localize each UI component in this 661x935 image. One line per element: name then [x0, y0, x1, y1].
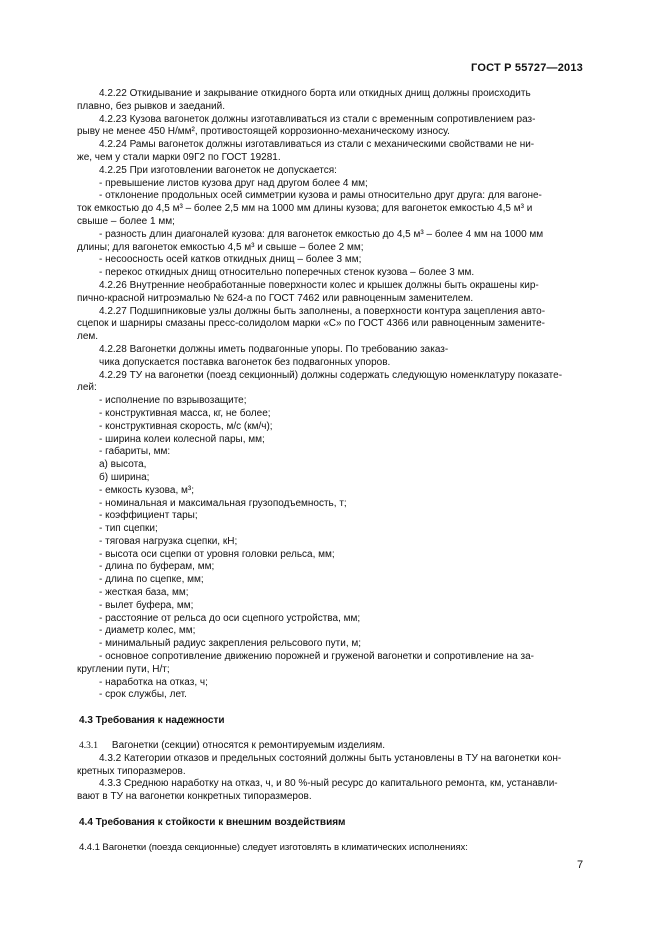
paragraph-4-2-28	[77, 344, 583, 370]
list-item: - коэффициент тары;	[99, 510, 198, 522]
text-line: 4.2.28 Вагонетки должны иметь подвагонные упоры. По требованию заказ-	[99, 343, 449, 355]
section-heading-4-4: 4.4 Требования к стойкости к внешним воздействиям	[79, 817, 346, 829]
list-item: - вылет буфера, мм;	[99, 599, 194, 611]
paragraph-number: 4.3.1	[79, 741, 98, 752]
section-heading-4-3: 4.3 Требования к надежности	[79, 715, 225, 727]
list-item: - конструктивная скорость, м/с (км/ч);	[99, 420, 273, 432]
list-item: - диаметр колес, мм;	[99, 625, 196, 637]
list-item: - несоосность осей катков откидных днищ – более 3 мм;	[99, 254, 362, 266]
text-line: 4.2.24 Рамы вагонеток должны изготавливаться из стали с механическими свойствами не ни-	[99, 139, 535, 151]
page-body	[77, 88, 583, 855]
text-line: плавно, без рывков и заеданий.	[77, 100, 226, 112]
text-line: 4.3.3 Среднюю наработку на отказ, ч, и 80 %-ный ресурс до капитального ремонта, км, устанавли-	[99, 778, 558, 790]
paragraph-4-2-27	[77, 306, 583, 344]
list-item: - емкость кузова, м³;	[99, 484, 194, 496]
text-line: Вагонетки (секции) относятся к ремонтируемым изделиям.	[111, 740, 386, 752]
paragraph-4-2-24	[77, 139, 583, 165]
paragraph-4-2-22	[77, 88, 583, 114]
text-line: 4.2.22 Откидывание и закрывание откидного борта или откидных днищ должны происходить	[99, 88, 531, 99]
paragraph-4-3-3	[77, 778, 583, 804]
list-item: - габариты, мм:	[99, 446, 171, 458]
text-line: 4.2.23 Кузова вагонеток должны изготавливаться из стали с временным сопротивлением раз-	[99, 113, 536, 125]
list-item: - ширина колеи колесной пары, мм;	[99, 433, 265, 445]
indicator-list	[77, 395, 583, 702]
list-item: - тип сцепки;	[99, 523, 158, 535]
list-item: - основное сопротивление движению порожней и груженой вагонетки и сопротивление на за-	[99, 651, 534, 663]
text-line: вают в ТУ на вагонетки конкретных типоразмеров.	[77, 791, 312, 803]
text-line: 4.2.26 Внутренние необработанные поверхности колес и крышек должны быть окрашены кир-	[99, 279, 539, 291]
paragraph-4-2-29	[77, 370, 583, 396]
paragraph-4-2-26	[77, 280, 583, 306]
list-item: - тяговая нагрузка сцепки, кН;	[99, 535, 238, 547]
text-line: пично-красной нитроэмалью № 624-а по ГОСТ 7462 или равноценным заменителем.	[77, 292, 474, 304]
text-line: 4.2.25 При изготовлении вагонеток не допускается:	[99, 164, 337, 176]
list-item: - перекос откидных днищ относительно поперечных стенок кузова – более 3 мм.	[99, 267, 475, 279]
page-number: 7	[577, 859, 584, 871]
list-item: - отклонение продольных осей симметрии кузова и рамы относительно друг друга: для вагоне-	[99, 190, 542, 202]
list-item: - жесткая база, мм;	[99, 587, 189, 599]
list-item: - минимальный радиус закрепления рельсового пути, м;	[99, 638, 362, 650]
list-item: - расстояние от рельса до оси сцепного устройства, мм;	[99, 612, 361, 624]
list-item: - превышение листов кузова друг над другом более 4 мм;	[99, 177, 368, 189]
text-line: длины; для вагонеток емкостью 4,5 м³ и свыше – более 2 мм;	[77, 241, 364, 253]
text-line: сцепок и шарниры смазаны пресс-солидолом марки «С» по ГОСТ 4366 или равноценным замените-	[77, 318, 545, 330]
list-item: - длина по сцепке, мм;	[99, 574, 204, 586]
text-line: лей:	[77, 382, 97, 394]
list-item: а) высота,	[99, 459, 147, 471]
document-code: ГОСТ Р 55727—2013	[471, 62, 583, 74]
paragraph-4-2-23	[77, 114, 583, 140]
paragraph-4-4-1: 4.4.1 Вагонетки (поезда секционные) следует изготовлять в климатических исполнениях:	[79, 841, 468, 853]
text-line: же, чем у стали марки 09Г2 по ГОСТ 19281.	[77, 151, 281, 163]
text-line: чика допускается поставка вагонеток без подвагонных упоров.	[99, 356, 391, 368]
paragraph-4-3-2	[77, 753, 583, 779]
text-line: круглении пути, Н/т;	[77, 663, 170, 675]
text-line: кретных типоразмеров.	[77, 765, 186, 777]
list-item: - срок службы, лет.	[99, 689, 187, 701]
paragraph-4-3-1	[77, 740, 583, 753]
list-item: - разность длин диагоналей кузова: для вагонеток емкостью до 4,5 м³ – более 4 мм на 1000 мм	[99, 228, 544, 240]
list-item: - конструктивная масса, кг, не более;	[99, 407, 271, 419]
text-line: рыву не менее 450 Н/мм², противостоящей коррозионно-механическому износу.	[77, 126, 450, 138]
list-item: - номинальная и максимальная грузоподъемность, т;	[99, 497, 347, 509]
list-item: - исполнение по взрывозащите;	[99, 395, 247, 407]
text-line: 4.2.29 ТУ на вагонетки (поезд секционный) должны содержать следующую номенклатуру показате-	[99, 369, 563, 381]
list-item: - длина по буферам, мм;	[99, 561, 215, 573]
list-item: - наработка на отказ, ч;	[99, 676, 208, 688]
text-line: ток емкостью до 4,5 м³ – более 2,5 мм на 1000 мм длины кузова; для вагонеток емкостью 4,5 м³ и	[77, 203, 533, 215]
list-item: б) ширина;	[99, 471, 150, 483]
text-line: 4.3.2 Категории отказов и предельных состояний должны быть установлены в ТУ на вагонетки кон-	[99, 752, 562, 764]
text-line: лем.	[77, 331, 99, 343]
list-item: - высота оси сцепки от уровня головки рельса, мм;	[99, 548, 335, 560]
text-line: свыше – более 1 мм;	[77, 215, 175, 227]
text-line: 4.2.27 Подшипниковые узлы должны быть заполнены, а поверхности контура зацепления авто-	[99, 305, 546, 317]
paragraph-4-2-25	[77, 165, 583, 280]
